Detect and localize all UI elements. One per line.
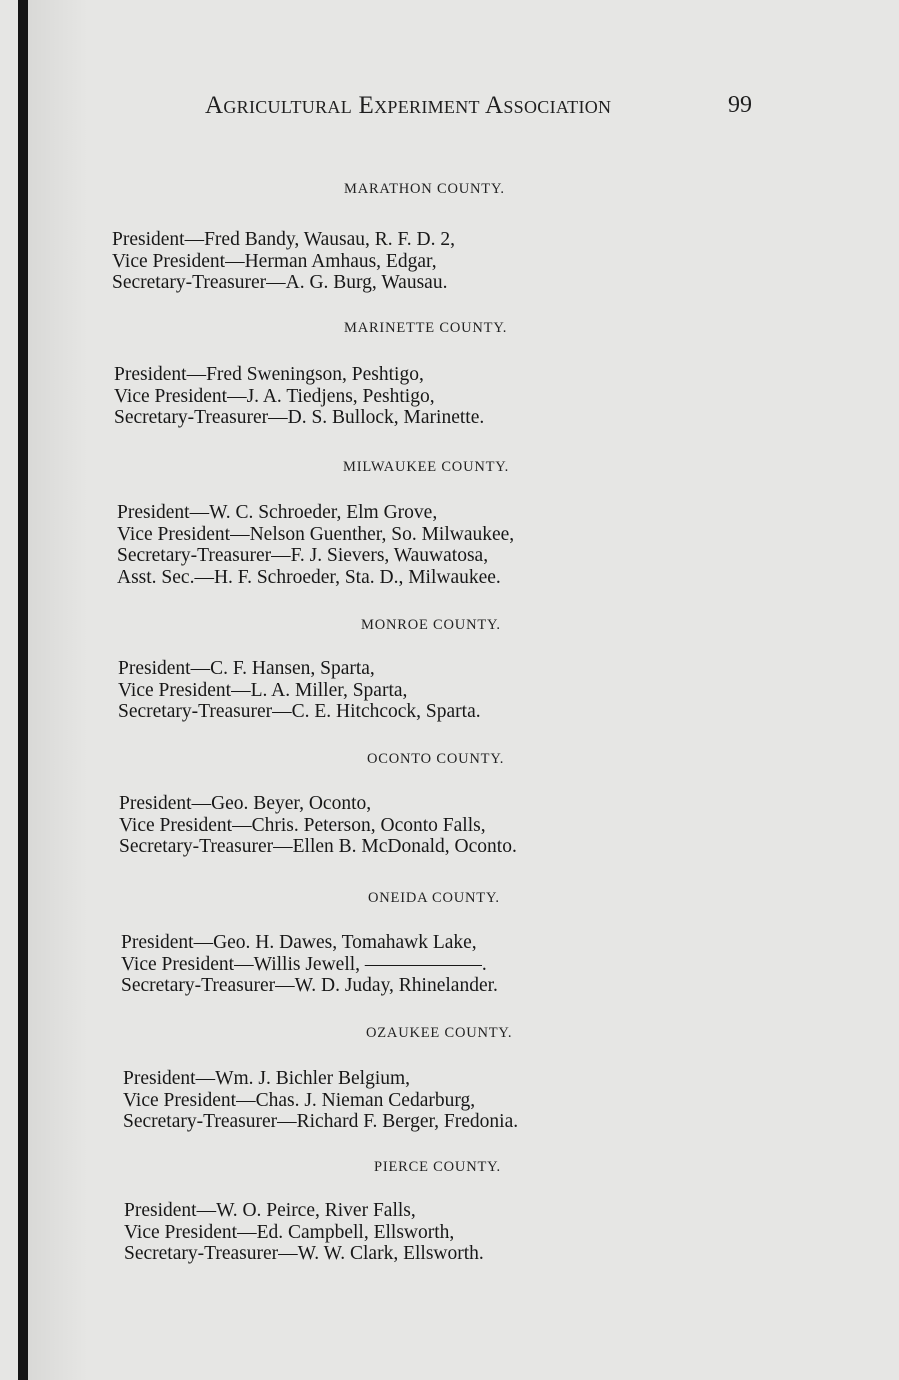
officer-secretary-treasurer: Secretary-Treasurer—F. J. Sievers, Wauwatosa, — [117, 545, 489, 566]
officer-secretary-treasurer: Secretary-Treasurer—A. G. Burg, Wausau. — [112, 272, 448, 293]
county-heading-oconto: OCONTO COUNTY. — [367, 751, 505, 767]
officer-list-monroe — [118, 658, 481, 723]
officer-list-milwaukee — [117, 502, 514, 588]
page-gutter-shadow — [28, 0, 88, 1380]
county-heading-marinette: MARINETTE COUNTY. — [344, 320, 508, 336]
officer-president: President—Fred Sweningson, Peshtigo, — [114, 364, 424, 385]
county-heading-ozaukee: OZAUKEE COUNTY. — [366, 1025, 513, 1041]
county-heading-pierce: PIERCE COUNTY. — [374, 1159, 501, 1175]
officer-secretary-treasurer: Secretary-Treasurer—C. E. Hitchcock, Sparta. — [118, 701, 481, 722]
officer-president: President—C. F. Hansen, Sparta, — [118, 658, 375, 679]
officer-president: President—Geo. Beyer, Oconto, — [119, 793, 372, 814]
county-heading-milwaukee: MILWAUKEE COUNTY. — [343, 459, 510, 475]
officer-secretary-treasurer: Secretary-Treasurer—W. W. Clark, Ellsworth. — [124, 1243, 484, 1264]
officer-assistant-secretary: Asst. Sec.—H. F. Schroeder, Sta. D., Milwaukee. — [117, 566, 501, 588]
officer-list-ozaukee — [123, 1068, 518, 1133]
page-number: 99 — [728, 92, 752, 118]
officer-vice-president: Vice President—J. A. Tiedjens, Peshtigo, — [114, 385, 435, 407]
officer-list-marinette — [114, 364, 484, 429]
county-heading-monroe: MONROE COUNTY. — [361, 617, 501, 633]
officer-secretary-treasurer: Secretary-Treasurer—W. D. Juday, Rhinelander. — [121, 975, 498, 996]
officer-secretary-treasurer: Secretary-Treasurer—D. S. Bullock, Marinette. — [114, 407, 485, 428]
officer-president: President—Wm. J. Bichler Belgium, — [123, 1068, 411, 1089]
officer-president: President—W. O. Peirce, River Falls, — [124, 1200, 416, 1221]
running-head: Agricultural Experiment Association — [205, 92, 612, 119]
officer-list-oneida — [121, 932, 498, 997]
officer-vice-president: Vice President—Chas. J. Nieman Cedarburg, — [123, 1089, 476, 1111]
county-heading-oneida: ONEIDA COUNTY. — [368, 890, 500, 906]
officer-vice-president: Vice President—Willis Jewell, ——————. — [121, 953, 487, 975]
officer-vice-president: Vice President—Ed. Campbell, Ellsworth, — [124, 1221, 455, 1243]
officer-list-marathon — [112, 229, 455, 294]
county-heading-marathon: MARATHON COUNTY. — [344, 181, 505, 197]
officer-secretary-treasurer: Secretary-Treasurer—Ellen B. McDonald, Oconto. — [119, 836, 517, 857]
officer-president: President—W. C. Schroeder, Elm Grove, — [117, 502, 438, 523]
officer-vice-president: Vice President—L. A. Miller, Sparta, — [118, 679, 408, 701]
officer-secretary-treasurer: Secretary-Treasurer—Richard F. Berger, Fredonia. — [123, 1111, 519, 1132]
officer-vice-president: Vice President—Nelson Guenther, So. Milwaukee, — [117, 523, 515, 545]
officer-president: President—Geo. H. Dawes, Tomahawk Lake, — [121, 932, 477, 953]
officer-vice-president: Vice President—Chris. Peterson, Oconto Falls, — [119, 814, 486, 836]
officer-list-pierce — [124, 1200, 484, 1265]
officer-list-oconto — [119, 793, 517, 858]
officer-president: President—Fred Bandy, Wausau, R. F. D. 2, — [112, 229, 455, 250]
book-binding-edge — [18, 0, 28, 1380]
officer-vice-president: Vice President—Herman Amhaus, Edgar, — [112, 250, 437, 272]
